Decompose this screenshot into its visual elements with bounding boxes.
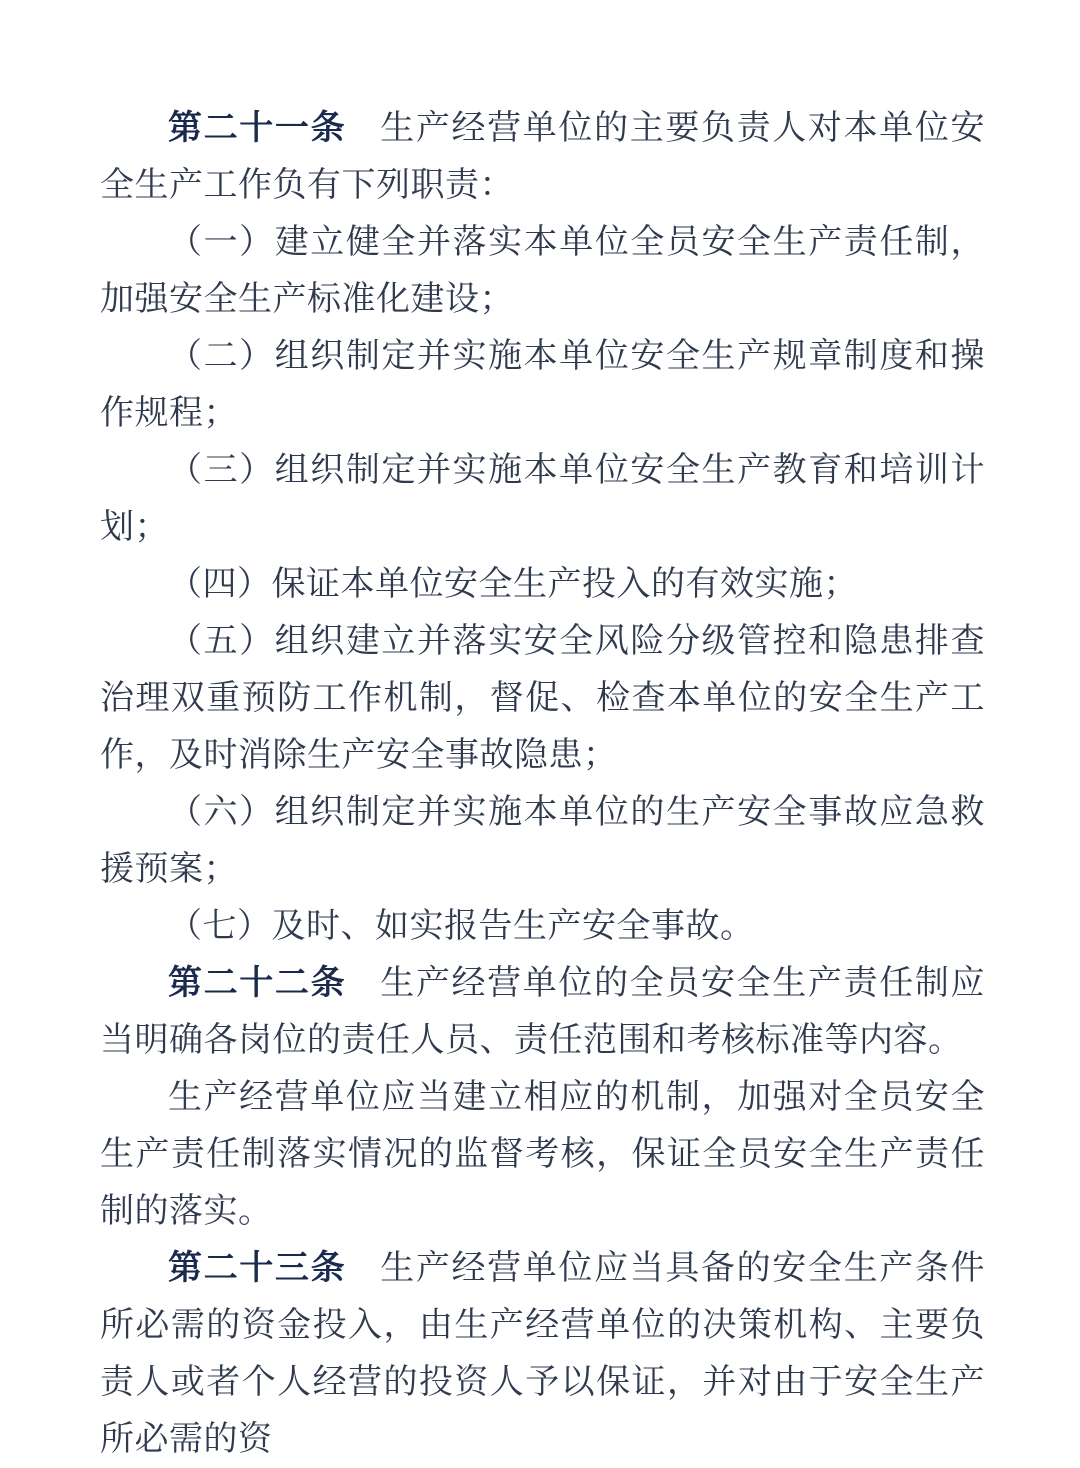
para-item-4 bbox=[100, 556, 985, 613]
para-text: （四）保证本单位安全生产投入的有效实施； bbox=[168, 566, 858, 603]
para-text: 生产经营单位的全员安全生产责任制应当明确各岗位的责任人员、责任范围和考核标准等内容。 bbox=[100, 965, 986, 1059]
para-text: 生产经营单位的主要负责人对本单位安全生产工作负有下列职责： bbox=[100, 110, 986, 204]
para-article-21 bbox=[100, 100, 985, 214]
para-text: （七）及时、如实报告生产安全事故。 bbox=[168, 908, 755, 945]
para-text: （六）组织制定并实施本单位的生产安全事故应急救援预案； bbox=[100, 794, 985, 888]
para-text: （五）组织建立并落实安全风险分级管控和隐患排查治理双重预防工作机制，督促、检查本单位的安全生产工作，及时消除生产安全事故隐患； bbox=[100, 623, 985, 774]
article-21-number: 第二十一条 bbox=[168, 109, 347, 147]
para-item-2 bbox=[100, 328, 985, 442]
para-text: （二）组织制定并实施本单位安全生产规章制度和操作规程； bbox=[100, 338, 985, 432]
para-text: 生产经营单位应当具备的安全生产条件所必需的资金投入，由生产经营单位的决策机构、主要负责人或者个人经营的投资人予以保证，并对由于安全生产所必需的资 bbox=[100, 1250, 986, 1458]
para-item-3 bbox=[100, 442, 985, 556]
para-text: （一）建立健全并落实本单位全员安全生产责任制，加强安全生产标准化建设； bbox=[100, 224, 985, 318]
article-22-number: 第二十二条 bbox=[168, 964, 347, 1002]
para-text: 生产经营单位应当建立相应的机制，加强对全员安全生产责任制落实情况的监督考核，保证全员安全生产责任制的落实。 bbox=[100, 1079, 985, 1230]
para-item-7 bbox=[100, 898, 985, 955]
para-article-22-continued bbox=[100, 1069, 985, 1240]
para-text: （三）组织制定并实施本单位安全生产教育和培训计划； bbox=[100, 452, 985, 546]
para-item-6 bbox=[100, 784, 985, 898]
para-item-5 bbox=[100, 613, 985, 784]
para-article-22 bbox=[100, 955, 985, 1069]
article-23-number: 第二十三条 bbox=[168, 1249, 347, 1287]
para-item-1 bbox=[100, 214, 985, 328]
para-article-23 bbox=[100, 1240, 985, 1468]
